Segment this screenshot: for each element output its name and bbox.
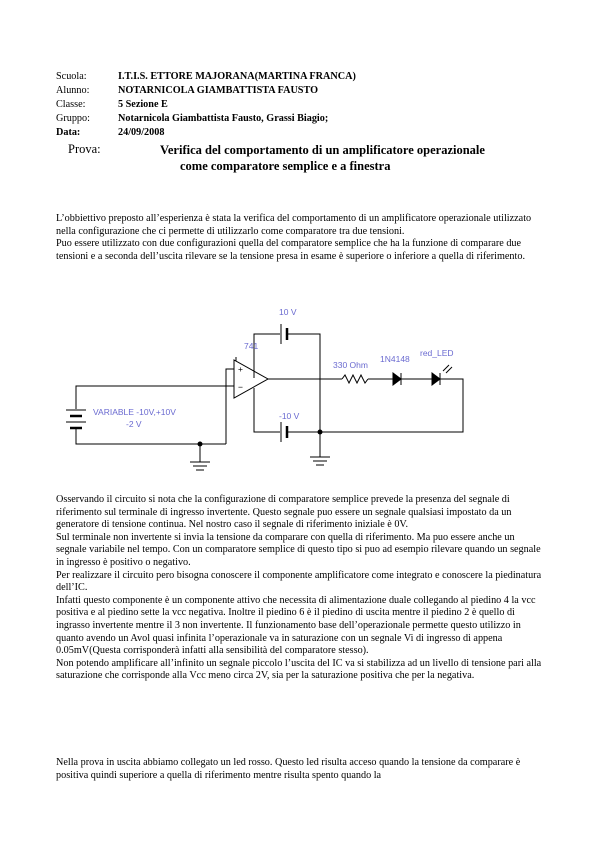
source-label-line1: VARIABLE -10V,+10V [93,407,176,417]
data-value: 24/09/2008 [118,127,165,138]
closing-paragraph: Nella prova in uscita abbiamo collegato un led rosso. Questo led risulta acceso quando la tensione da comparare è positiva quindi superiore a quella di riferimento mentre risulta spento quando la [56,757,521,781]
diode-symbol [393,373,401,385]
body-paragraph-3: Per realizzare il circuito pero bisogna conoscere il componente amplificatore come integrato e conoscere la piedinatura dell’IC. [56,569,542,594]
body-paragraph-5: Non potendo amplificare all’infinito un segnale piccolo l’uscita del IC va si stabilizza ad un livello di tensione pari alla saturazione che corrisponde alla Vcc meno circa 2V, sia per la saturazione positiva che per la negativa. [56,657,542,682]
resistor-label: 330 Ohm [333,360,368,370]
body-paragraph-2: Sul terminale non invertente si invia la tensione da comparare con quella di riferimento. Ma puo essere anche un segnale variabile nel tempo. Con un comparatore semplice di questo tipo si puo ad esempio rilevare quando un segnale in ingresso è positivo o negativo. [56,531,541,568]
wire-supply-bottom-left [254,388,280,432]
data-label: Data: [56,127,81,138]
supply-neg-label: -10 V [279,411,300,421]
classe-label: Classe: [56,99,86,110]
gruppo-label: Gruppo: [56,113,90,124]
scuola-label: Scuola: [56,71,87,82]
classe-value: 5 Sezione E [118,99,168,110]
led-label: red_LED [420,348,454,358]
wire-output-return [320,379,463,432]
wire-inverting-input [226,369,234,444]
body-paragraph-1: Osservando il circuito si nota che la configurazione di comparatore semplice prevede la presenza del segnale di riferimento sul terminale di ingresso invertente. Questo segnale puo essere un segnale qualsiasi impostato da un generatore di tensione continua. Nel nostro caso il segnale di riferimento iniziale è 0V. [56,494,512,531]
led-symbol [432,373,440,385]
closing-section [56,757,544,782]
alunno-label: Alunno: [56,85,90,96]
supply-pos-label: 10 V [279,307,297,317]
wire-source-bottom [76,429,226,444]
resistor-symbol [342,375,368,383]
prova-title-line2: come comparatore semplice e a finestra [180,159,391,173]
diode-label: 1N4148 [380,354,410,364]
alunno-value: NOTARNICOLA GIAMBATTISTA FAUSTO [118,85,319,96]
opamp-label: 741 [244,341,259,351]
opamp-plus-label: + [238,364,243,374]
junction-dot [198,442,203,447]
scuola-value: I.T.I.S. ETTORE MAJORANA(MARTINA FRANCA) [118,71,356,82]
body-section [56,494,544,683]
opamp-minus-label: − [238,382,243,392]
gruppo-value: Notarnicola Giambattista Fausto, Grassi Biagio; [118,113,329,124]
intro-paragraph-1: L’obbiettivo preposto all’esperienza è stata la verifica del comportamento di un amplificatore operazionale utilizzato nella configurazione che ci permette di utilizzarlo come comparatore tra due tensioni. [56,213,532,237]
intro-paragraph-2: Puo essere utilizzato con due configurazioni quella del comparatore semplice che ha la funzione di comparare due tensioni e a seconda dell’uscita rilevare se la tensione presa in esame è superiore o inferiore a quella di riferimento. [56,238,525,262]
body-paragraph-4: Infatti questo componente è un componente attivo che necessita di alimentazione duale collegando al piedino 4 la vcc positiva e al piedino sette la vcc negativa. Inoltre il piedino 6 è il piedino di uscita mentre il piedino 2 è quello di ingrasso invertente mentre il 3 non invertente. Il funzionamento base dell’operazionale permette questo utilizzo in quanto avendo un Avol quasi infinita l’operazionale va in saturazione con un segnale Vi di ingresso di appena 0.05mV(Questa corrisponderà infatti alla sensibilità del comparatore stesso). [56,594,536,657]
prova-label: Prova: [68,142,101,156]
wire-source-top [76,386,200,409]
junction-dot [318,430,323,435]
prova-title-line1: Verifica del comportamento di un amplificatore operazionale [160,143,485,157]
source-label-line2: -2 V [126,419,142,429]
